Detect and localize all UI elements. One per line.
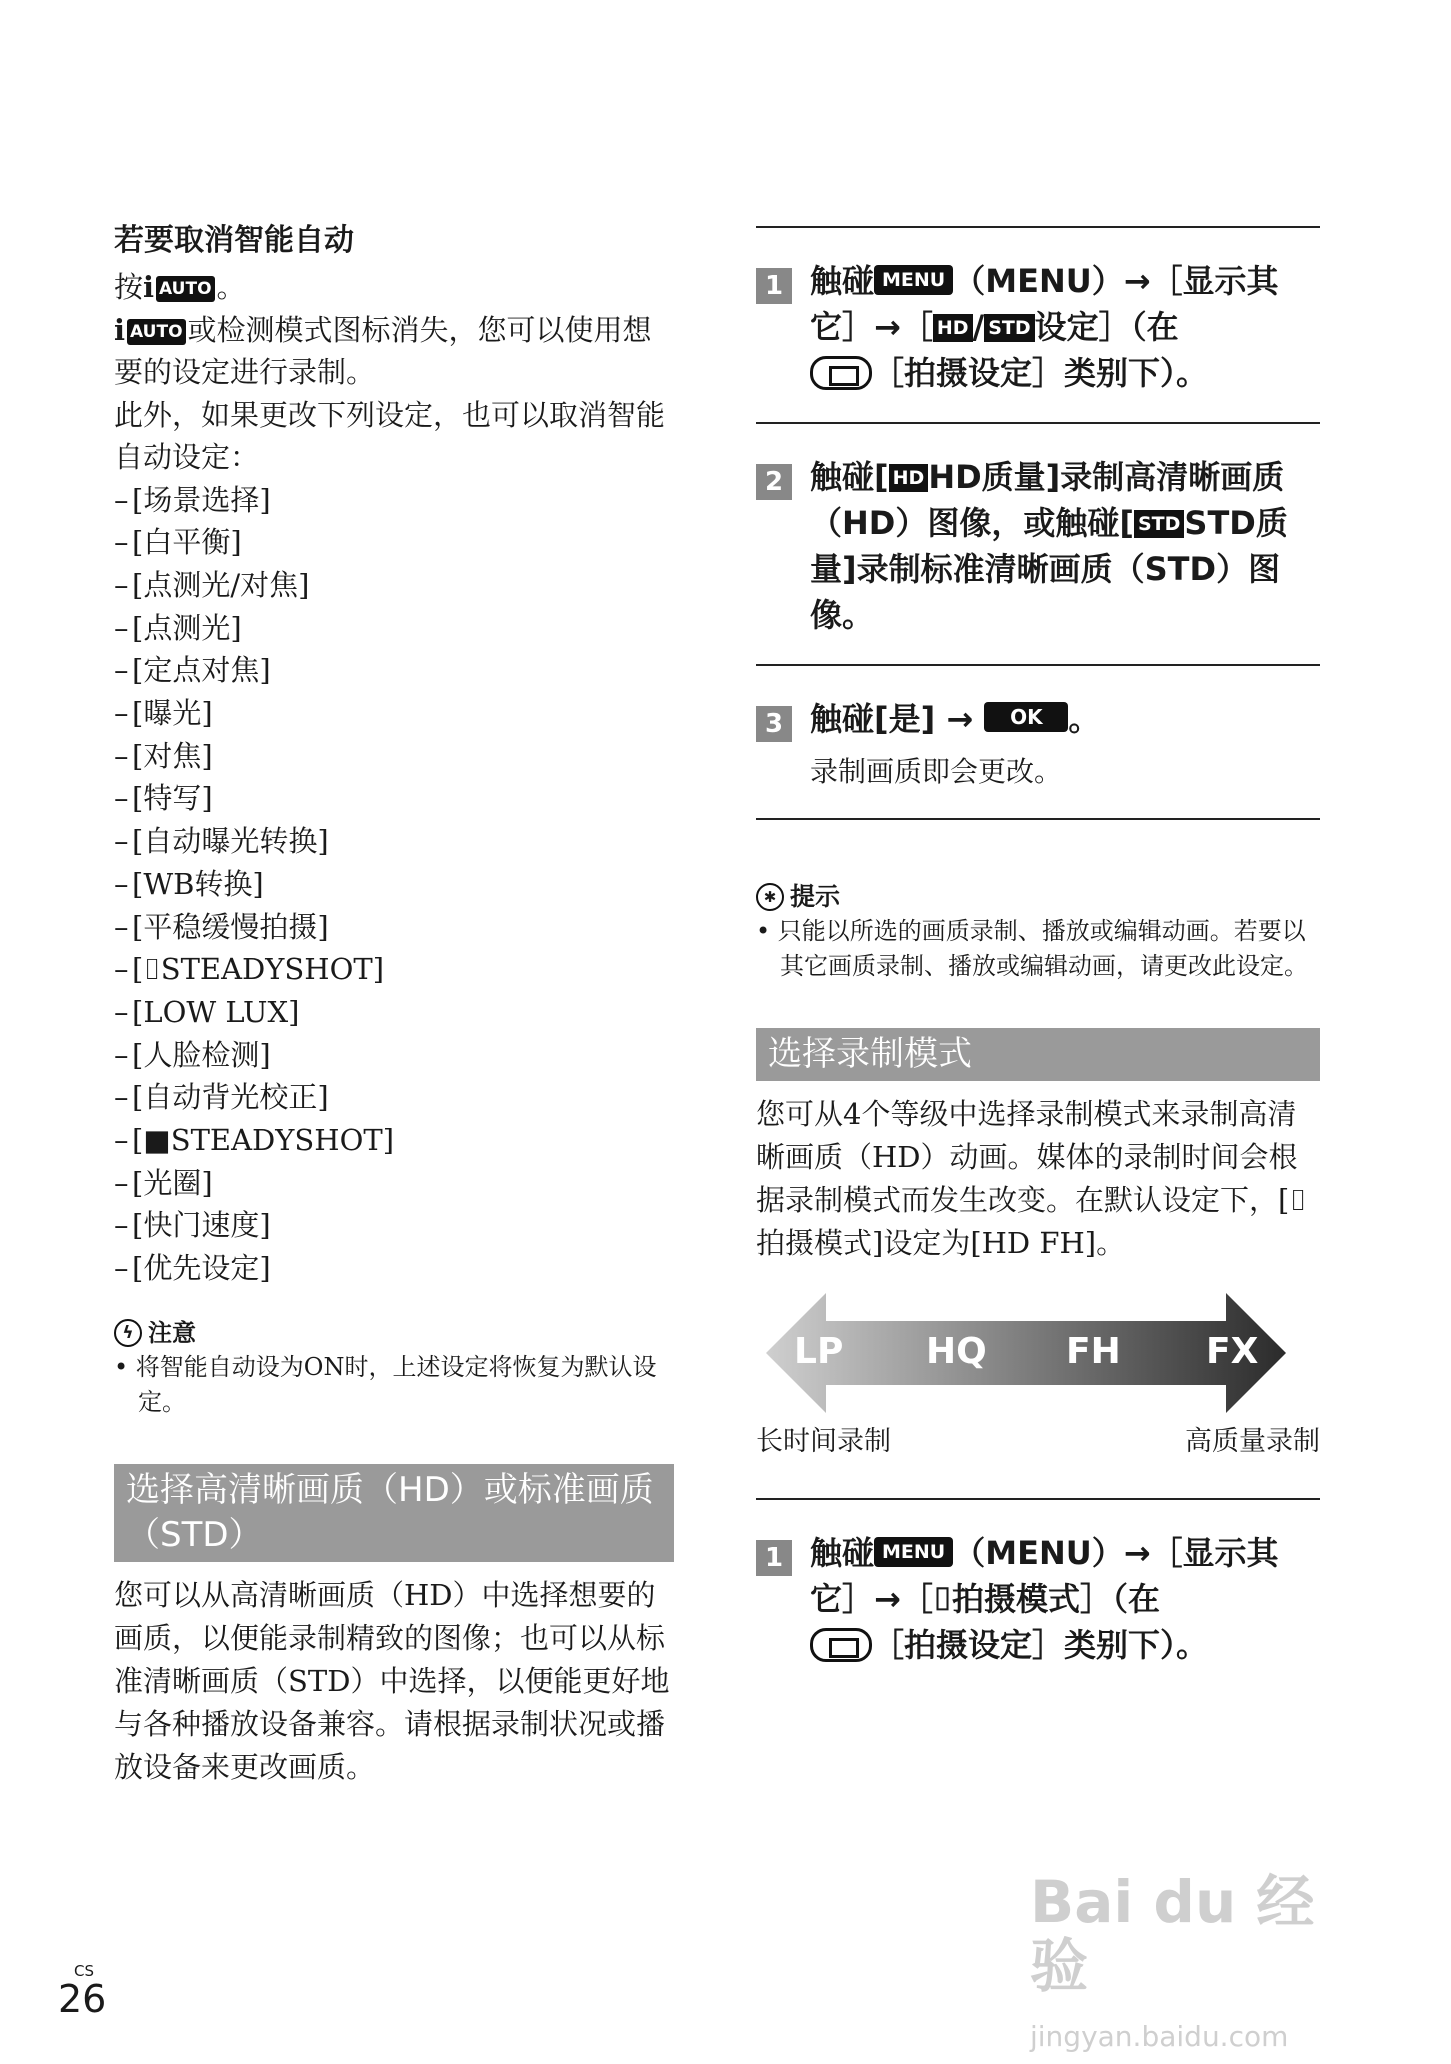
auto-icon: AUTO bbox=[127, 319, 186, 345]
high-quality-caption: 高质量录制 bbox=[1185, 1426, 1320, 1457]
step-b-1: 1 触碰 MENU （MENU）→［显示其它］→［⌷拍摄模式］（在 ［拍摄设定］类别下）。 bbox=[756, 1500, 1320, 1694]
step-1: 1 触碰 MENU （MENU）→［显示其它］→［ HD / STD 设定］（在 ［拍摄设定］类别下）。 bbox=[756, 228, 1320, 422]
mode-scale-captions bbox=[756, 1419, 1320, 1458]
step-number: 1 bbox=[756, 268, 792, 304]
note-bullet: • 将智能自动设为ON时，上述设定将恢复为默认设定。 bbox=[114, 1352, 657, 1416]
divider bbox=[756, 818, 1320, 820]
mode-label-fh: FH bbox=[1066, 1331, 1121, 1372]
mode-label-hq: HQ bbox=[926, 1331, 987, 1372]
tips-bullet: • 只能以所选的画质录制、播放或编辑动画。若要以其它画质录制、播放或编辑动画，请更改此设定。 bbox=[756, 917, 1308, 980]
list-item: – [白平衡] bbox=[114, 525, 242, 560]
intelligent-mark-icon: i bbox=[114, 312, 126, 347]
std-icon: STD bbox=[984, 314, 1034, 342]
list-item: – [LOW LUX] bbox=[114, 994, 300, 1029]
list-item: – [人脸检测] bbox=[114, 1037, 271, 1072]
hd-icon: HD bbox=[889, 464, 929, 492]
step-number: 3 bbox=[756, 706, 792, 742]
tips-heading: ✱ 提示 bbox=[756, 880, 1320, 914]
list-item: – [光圈] bbox=[114, 1165, 213, 1200]
step-number: 2 bbox=[756, 464, 792, 500]
list-item: – [自动背光校正] bbox=[114, 1080, 329, 1115]
disappear-text: i AUTO 或检测模式图标消失，您可以使用想要的设定进行录制。 bbox=[114, 312, 652, 389]
list-item: – [定点对焦] bbox=[114, 653, 271, 688]
list-item: – [场景选择] bbox=[114, 482, 271, 517]
left-column bbox=[114, 220, 674, 1789]
menu-icon: MENU bbox=[874, 265, 953, 295]
lightbulb-icon: ✱ bbox=[756, 883, 784, 911]
list-item: – [■STEADYSHOT] bbox=[114, 1123, 395, 1158]
record-mode-section-title: 选择录制模式 bbox=[756, 1028, 1320, 1081]
list-item: – [点测光/对焦] bbox=[114, 567, 310, 602]
intelligent-mark-icon: i bbox=[143, 270, 155, 304]
menu-icon: MENU bbox=[874, 1537, 953, 1567]
list-item: – [WB转换] bbox=[114, 866, 264, 901]
mode-label-lp: LP bbox=[794, 1331, 844, 1372]
list-item: – [对焦] bbox=[114, 738, 213, 773]
baidu-watermark bbox=[1030, 1868, 1370, 2053]
press-line: 按i AUTO 。 bbox=[114, 270, 246, 304]
caution-icon: ϟ bbox=[114, 1319, 142, 1347]
step-3-result: 录制画质即会更改。 bbox=[810, 755, 1063, 788]
hd-icon: HD bbox=[933, 314, 973, 342]
camera-settings-icon bbox=[810, 356, 872, 390]
hd-std-section-body: 您可以从高清晰画质（HD）中选择想要的画质，以便能录制精致的图像；也可以从标准清晰画质（STD）中选择，以便能更好地与各种播放设备兼容。请根据录制状况或播放设备来更改画质。 bbox=[114, 1577, 670, 1784]
settings-list bbox=[114, 479, 674, 1290]
auto-icon: AUTO bbox=[156, 276, 215, 302]
note-heading: ϟ 注意 bbox=[114, 1316, 674, 1350]
ok-button-icon: OK bbox=[984, 702, 1068, 732]
list-item: – [快门速度] bbox=[114, 1208, 271, 1243]
mode-scale-arrow bbox=[766, 1293, 1286, 1413]
step-2: 2 触碰[ HD HD质量]录制高清晰画质（HD）图像，或触碰[ STD STD质量]录制标准清晰画质（STD）图像。 bbox=[756, 424, 1320, 664]
watermark-brand: Bai du 经验 bbox=[1030, 1868, 1315, 2000]
step-3: 3 触碰[是] → OK 。 录制画质即会更改。 bbox=[756, 666, 1320, 818]
record-mode-section-body: 您可从4个等级中选择录制模式来录制高清晰画质（HD）动画。媒体的录制时间会根据录制模式而发生改变。在默认设定下，[⌷拍摄模式]设定为[HD FH]。 bbox=[756, 1097, 1307, 1260]
long-time-caption: 长时间录制 bbox=[756, 1426, 891, 1457]
cancel-auto-heading: 若要取消智能自动 bbox=[114, 223, 354, 258]
list-item: – [点测光] bbox=[114, 610, 242, 645]
list-item: – [⌷STEADYSHOT] bbox=[114, 952, 385, 987]
list-item: – [自动曝光转换] bbox=[114, 824, 329, 859]
step-number: 1 bbox=[756, 1540, 792, 1576]
watermark-url: jingyan.baidu.com bbox=[1030, 2020, 1289, 2053]
list-item: – [平稳缓慢拍摄] bbox=[114, 909, 329, 944]
camera-settings-icon bbox=[810, 1628, 872, 1662]
page-number: CS 26 bbox=[58, 1962, 107, 2021]
hd-std-section-title: 选择高清晰画质（HD）或标准画质（STD） bbox=[114, 1464, 674, 1562]
list-item: – [曝光] bbox=[114, 696, 213, 731]
mode-label-fx: FX bbox=[1206, 1331, 1259, 1372]
list-item: – [特写] bbox=[114, 781, 213, 816]
std-icon: STD bbox=[1134, 510, 1184, 538]
right-column bbox=[756, 226, 1320, 1694]
list-item: – [优先设定] bbox=[114, 1251, 271, 1286]
intro-text: 此外，如果更改下列设定，也可以取消智能自动设定： bbox=[114, 397, 666, 474]
